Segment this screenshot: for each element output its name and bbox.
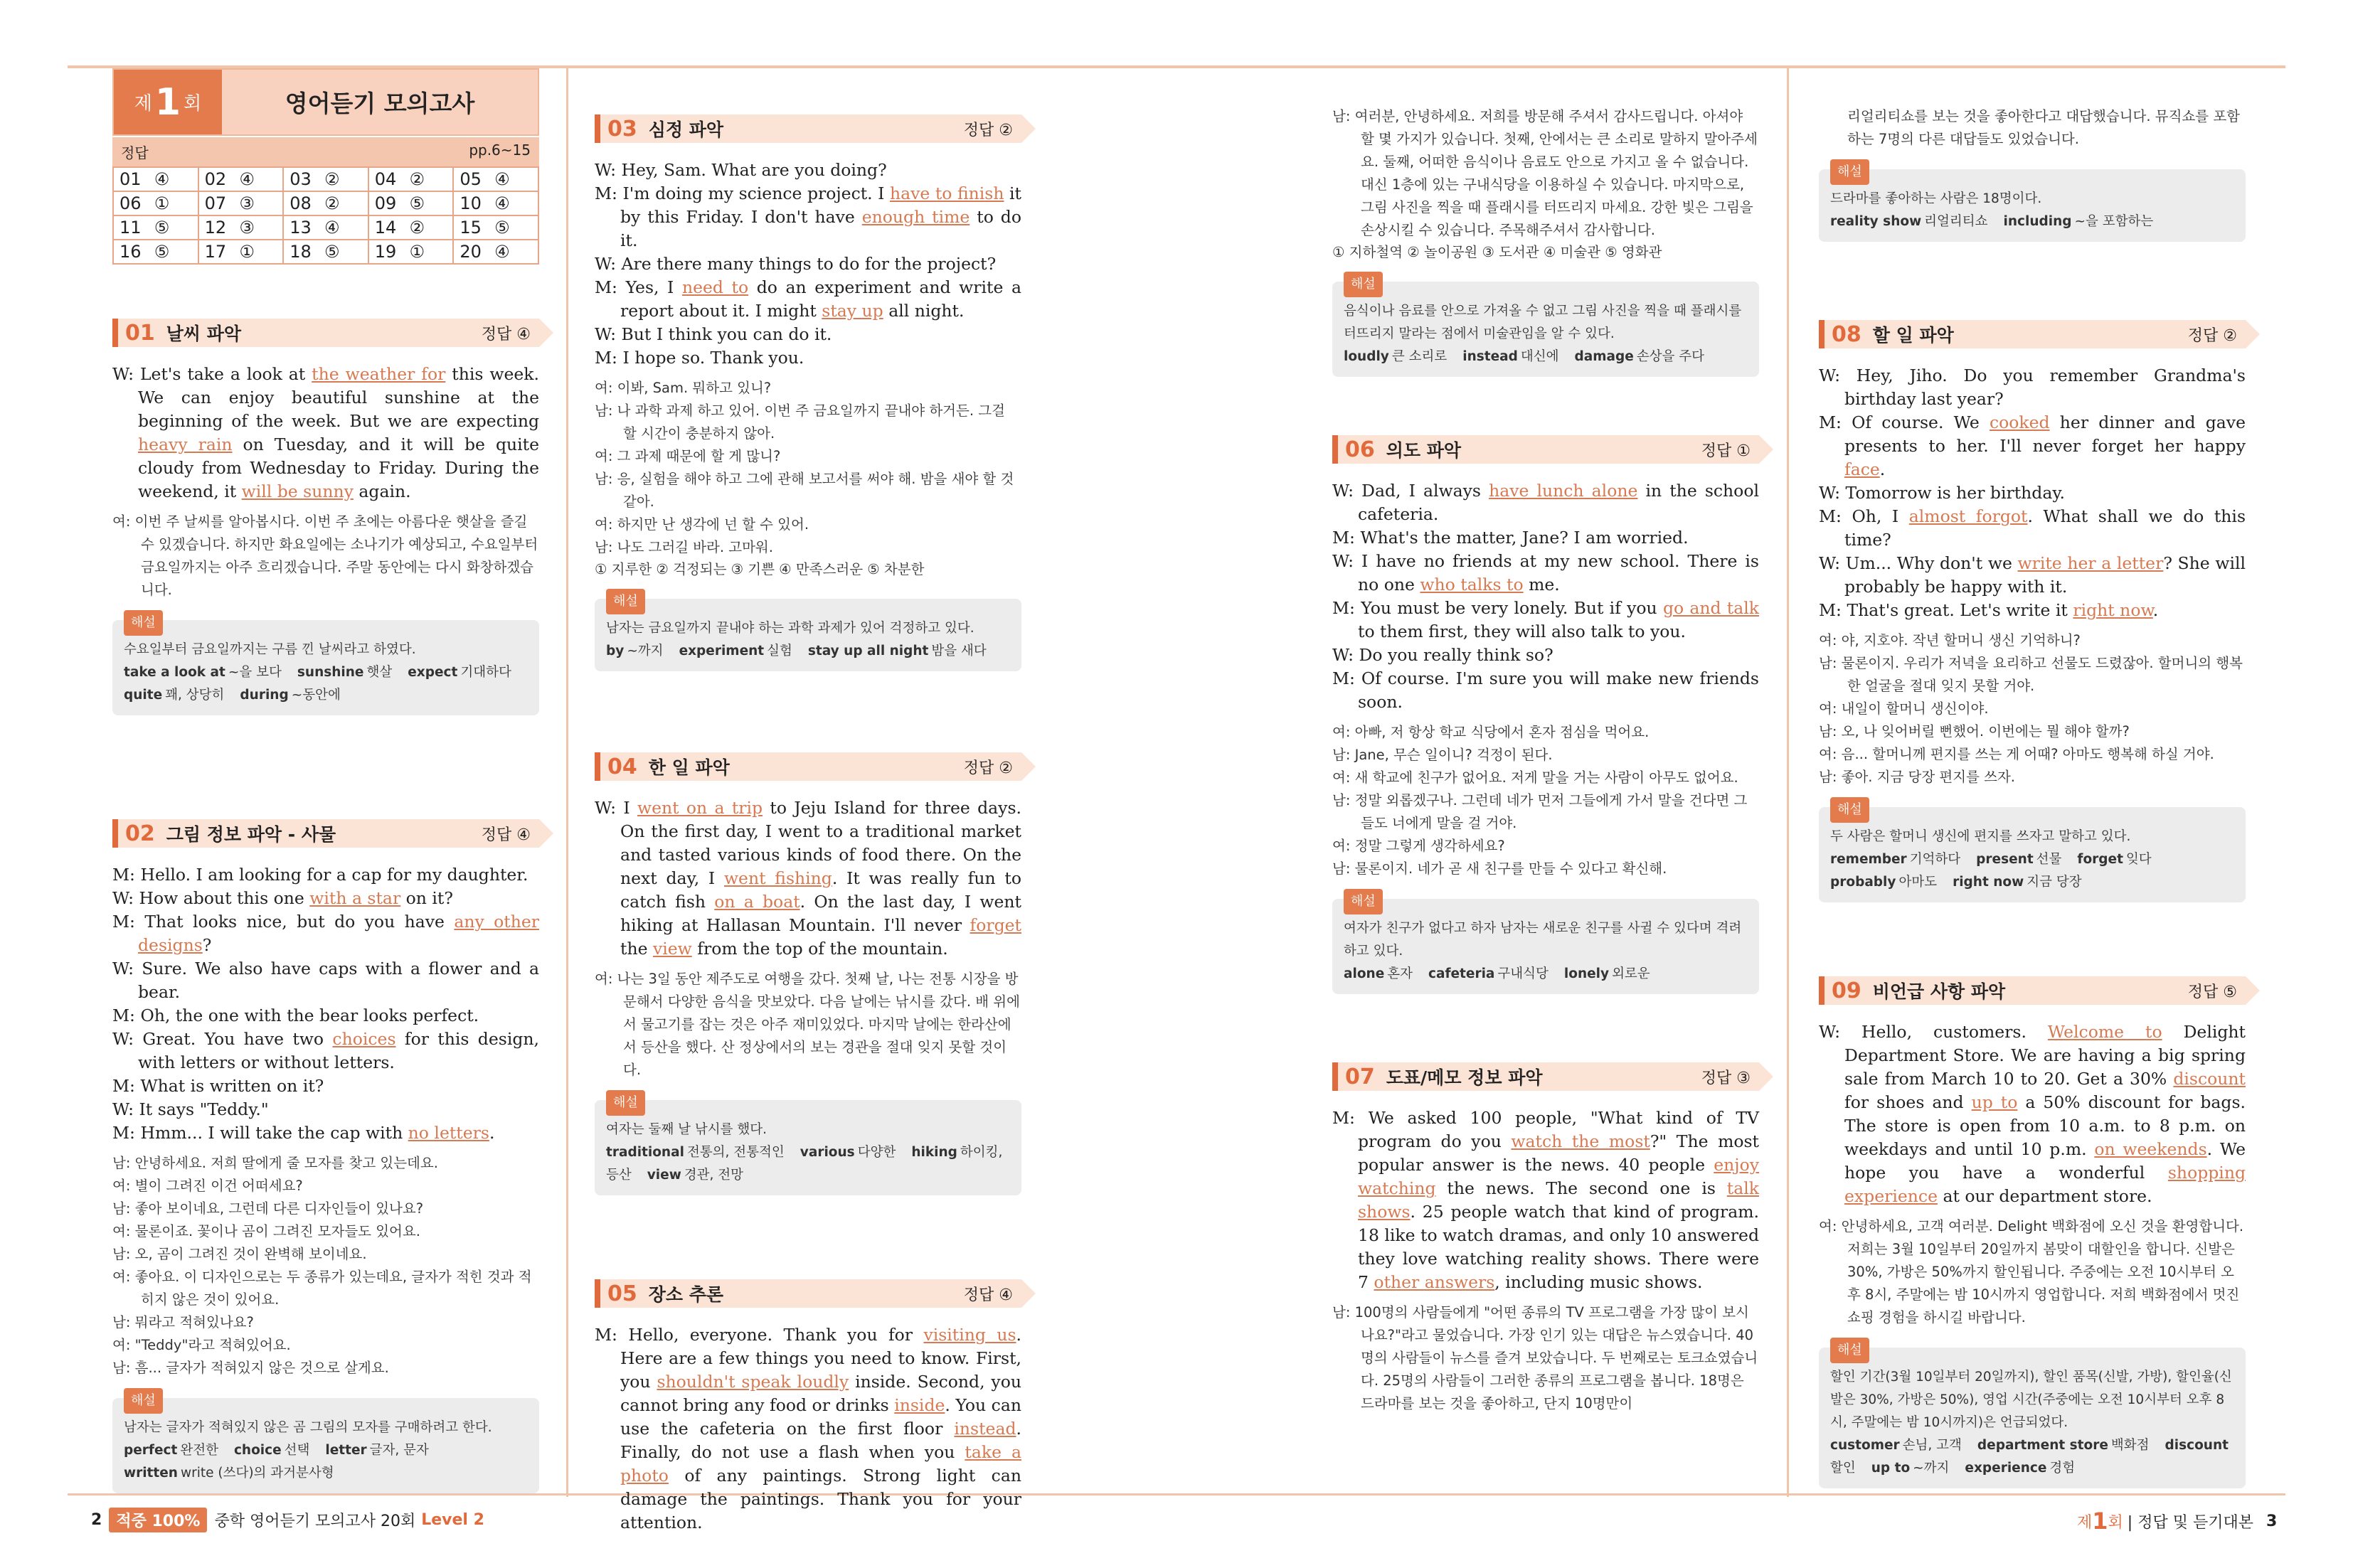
- english-script: [1332, 479, 1759, 714]
- test-number: 1: [154, 80, 181, 124]
- script-line: M: You must be very lonely. But if you go and talk to them first, they will also talk to you.: [1332, 598, 1760, 641]
- test-title-box: [112, 68, 539, 136]
- answer-cell: 18 ⑤: [283, 240, 368, 264]
- section-title: 심정 파악: [648, 119, 724, 140]
- explanation-box: [1819, 1343, 2246, 1488]
- answer-cell: 15 ⑤: [453, 215, 538, 240]
- korean-translation: [1819, 1215, 2246, 1329]
- vocab-list: [1830, 1434, 2234, 1480]
- script-line: W: How about this one with a star on it?: [112, 888, 453, 908]
- section-number: 08: [1832, 321, 1861, 347]
- translation-line: 여: 물론이죠. 꽃이나 곰이 그려진 모자들도 있어요.: [112, 1223, 420, 1239]
- vocab-item: view 경관, 전망: [647, 1168, 744, 1183]
- column-1: [112, 68, 539, 1493]
- explanation-tag: 해설: [1344, 889, 1383, 914]
- answer-cell: 19 ①: [368, 240, 454, 264]
- translation-line: 남: 뭐라고 적혀있나요?: [112, 1314, 254, 1330]
- script-line: W: Great. You have two choices for this design, with letters or without letters.: [112, 1029, 539, 1072]
- korean-translation: [112, 1152, 539, 1380]
- section-title: 할 일 파악: [1872, 325, 1954, 346]
- section-number: 09: [1832, 978, 1861, 1003]
- answer-cell: 20 ④: [453, 240, 538, 264]
- korean-translation: [1332, 105, 1759, 242]
- explanation-text: 남자는 금요일까지 끝내야 하는 과학 과제가 있어 걱정하고 있다.: [606, 621, 974, 636]
- vocab-item: probably 아마도: [1830, 875, 1938, 890]
- explanation-box: [595, 1095, 1021, 1195]
- vocab-item: up to ~까지: [1871, 1461, 1950, 1476]
- section-header: [112, 819, 539, 848]
- explanation-text: 여자가 친구가 없다고 하자 남자는 새로운 친구를 사귈 수 있다며 격려하고 있다.: [1344, 921, 1742, 959]
- explanation-tag: 해설: [1344, 272, 1383, 297]
- translation-line: 남: 좋아. 지금 당장 편지를 쓰자.: [1819, 769, 2016, 785]
- section-number: 04: [607, 754, 637, 779]
- section-number: 03: [607, 116, 637, 142]
- script-line: M: That's great. Let's write it right now.: [1819, 600, 2159, 620]
- translation-line: 여: 이봐, Sam. 뭐하고 있니?: [595, 380, 772, 396]
- script-line: M: That looks nice, but do you have any other designs?: [112, 912, 539, 955]
- explanation-text: 음식이나 음료를 안으로 가져올 수 없고 그림 사진을 찍을 때 플래시를 터뜨리지 말라는 점에서 미술관임을 알 수 있다.: [1344, 304, 1742, 341]
- section-header: [595, 114, 1021, 143]
- section-title: 장소 추론: [648, 1284, 724, 1305]
- script-line: W: I have no friends at my new school. There is no one who talks to me.: [1332, 551, 1759, 594]
- translation-line: 여: 내일이 할머니 생신이야.: [1819, 700, 1989, 717]
- explanation-box: [112, 1393, 539, 1493]
- explanation-tag: 해설: [606, 589, 645, 614]
- section-answer: 정답 ①: [1701, 442, 1751, 460]
- vocab-item: alone 혼자: [1344, 966, 1413, 981]
- section-answer: 정답 ⑤: [2187, 983, 2237, 1001]
- section-header: [595, 752, 1021, 781]
- section-header: [1332, 435, 1759, 464]
- answer-cell: 02 ④: [198, 167, 284, 191]
- script-line: M: What's the matter, Jane? I am worried.: [1332, 528, 1689, 548]
- explanation-text: 두 사람은 할머니 생신에 편지를 쓰자고 말하고 있다.: [1830, 829, 2131, 844]
- vocab-item: discount할인: [1830, 1438, 2229, 1476]
- page-number-right: 3: [2266, 1512, 2278, 1530]
- section-08: [1819, 320, 2246, 902]
- korean-translation: [595, 968, 1021, 1082]
- english-script: [595, 159, 1021, 370]
- answer-cell: 01 ④: [113, 167, 198, 191]
- answer-table: [112, 166, 539, 265]
- english-script: [1819, 364, 2246, 622]
- answer-cell: 14 ②: [368, 215, 454, 240]
- script-line: W: Let's take a look at the weather for this week. We can enjoy beautiful sunshine at the beginning of the week. But we are expecting heavy rain on Tuesday, and it will be quite cloudy from Wednesday to Friday. During the weekend, it will be sunny again.: [112, 364, 539, 501]
- column-2: [595, 114, 1021, 1535]
- explanation-box: [1332, 894, 1759, 994]
- script-line: W: Dad, I always have lunch alone in the school cafeteria.: [1332, 481, 1759, 524]
- section-title: 비언급 사항 파악: [1872, 981, 2006, 1002]
- section-05: [595, 1279, 1021, 1535]
- explanation-text: 남자는 글자가 적혀있지 않은 곰 그림의 모자를 구매하려고 한다.: [124, 1420, 492, 1435]
- vocab-item: stay up all night 밤을 새다: [807, 644, 987, 658]
- vocab-list: [606, 1141, 1010, 1187]
- answer-cell: 05 ④: [453, 167, 538, 191]
- section-04: [595, 752, 1021, 1195]
- translation-line: 남: 안녕하세요. 저희 딸에게 줄 모자를 찾고 있는데요.: [112, 1155, 438, 1171]
- test-title: 영어듣기 모의고사: [222, 70, 538, 134]
- script-line: M: Hello. I am looking for a cap for my daughter.: [112, 865, 529, 885]
- column-4: [1819, 105, 2246, 1488]
- section-number: 02: [125, 821, 155, 846]
- section-title: 한 일 파악: [648, 757, 730, 778]
- explanation-box: [595, 594, 1021, 671]
- column-3: [1332, 105, 1759, 1415]
- script-line: M: Oh, I almost forgot. What shall we do this time?: [1819, 506, 2246, 550]
- section-answer: 정답 ④: [481, 826, 531, 844]
- vocab-item: hiking 하이킹, 등산: [606, 1145, 1003, 1183]
- script-line: W: Do you really think so?: [1332, 645, 1553, 665]
- vocab-item: present 선물: [1976, 852, 2062, 867]
- column-divider: [1787, 68, 1789, 1497]
- section-number: 07: [1345, 1064, 1375, 1089]
- answer-cell: 06 ①: [113, 191, 198, 215]
- page-number-left: 2: [91, 1511, 102, 1529]
- section-answer: 정답 ③: [1701, 1069, 1751, 1087]
- script-line: M: Of course. We cooked her dinner and gave presents to her. I'll never forget her happy face.: [1819, 412, 2246, 479]
- translation-line: 남: 물론이지. 네가 곧 새 친구를 만들 수 있다고 확신해.: [1332, 860, 1667, 877]
- section-07-korean-cont: [1819, 105, 2246, 151]
- vocab-item: take a look at ~을 보다: [124, 665, 282, 680]
- explanation-text: 여자는 둘째 날 낚시를 했다.: [606, 1122, 767, 1137]
- explanation-box: [112, 615, 539, 715]
- explanation-box: [1819, 802, 2246, 902]
- script-line: W: It says "Teddy.": [112, 1099, 269, 1119]
- section-03: [595, 114, 1021, 671]
- translation-line: 여: 좋아요. 이 디자인으로는 두 종류가 있는데요, 글자가 적힌 것과 적히지 않은 것이 있어요.: [112, 1269, 532, 1308]
- translation-line: 남: 응, 실험을 해야 하고 그에 관해 보고서를 써야 해. 밤을 새야 할 것 같아.: [595, 471, 1014, 510]
- translation-line: 여: 이번 주 날씨를 알아봅시다. 이번 주 초에는 아름다운 햇살을 즐길 수 있겠습니다. 하지만 화요일에는 소나기가 예상되고, 수요일부터 금요일까지는 아주 흐리겠습니다. 주말 동안에는 다시 화창하겠습니다.: [112, 513, 538, 598]
- explanation-text: 할인 기간(3월 10일부터 20일까지), 할인 품목(신발, 가방), 할인율(신발은 30%, 가방은 50%), 영업 시간(주중에는 오전 10시부터 오후 8시, 주말에는 밤 10시까지)은 언급되었다.: [1830, 1370, 2232, 1430]
- section-number: 05: [607, 1281, 637, 1306]
- script-line: W: Hey, Sam. What are you doing?: [595, 160, 887, 180]
- translation-line: 여: 안녕하세요, 고객 여러분. Delight 백화점에 오신 것을 환영합니다. 저희는 3월 10일부터 20일까지 봄맞이 대할인을 합니다. 신발은 30%, 가방은 50%까지 할인됩니다. 주중에는 오전 10시부터 오후 8시, 주말에는 밤 10시까지 영업합니다. 저희 백화점에서 멋진 쇼핑 경험을 하시길 바랍니다.: [1819, 1218, 2244, 1326]
- section-title: 날씨 파악: [166, 324, 242, 344]
- script-line: M: Hello, everyone. Thank you for visiting us. Here are a few things you need to know. First, you shouldn't speak loudly inside. Second, you cannot bring any food or drinks inside. You can use the cafeteria on the first floor instead. Finally, do not use a flash when you take a photo of any paintings. Strong light can damage the paintings. Thank you for your attention.: [595, 1325, 1022, 1532]
- explanation-tag: 해설: [1830, 159, 1869, 185]
- vocab-item: forget 잊다: [2077, 852, 2152, 867]
- script-line: W: Sure. We also have caps with a flower and a bear.: [112, 959, 539, 1002]
- vocab-item: by ~까지: [606, 644, 664, 658]
- vocab-list: [124, 1439, 528, 1485]
- column-divider: [566, 68, 568, 1497]
- section-09: [1819, 976, 2246, 1488]
- script-line: M: I hope so. Thank you.: [595, 348, 804, 368]
- vocab-item: cafeteria 구내식당: [1428, 966, 1549, 981]
- answer-cell: 10 ④: [453, 191, 538, 215]
- section-header: [1819, 320, 2246, 348]
- explanation-tag: 해설: [1830, 1338, 1869, 1363]
- vocab-item: experiment 실험: [679, 644, 792, 658]
- translation-line: 여: "Teddy"라고 적혀있어요.: [112, 1337, 291, 1353]
- vocab-item: choice 선택: [233, 1443, 310, 1458]
- footer-test-number: 1: [2092, 1508, 2108, 1535]
- section-number: 01: [125, 320, 155, 346]
- vocab-list: [1830, 210, 2234, 233]
- section-header: [1819, 976, 2246, 1005]
- section-06: [1332, 435, 1759, 994]
- answer-cell: 09 ⑤: [368, 191, 454, 215]
- explanation-box: [1332, 277, 1759, 377]
- vocab-item: perfect 완전한: [124, 1443, 218, 1458]
- translation-line: 여: 음... 할머니께 편지를 쓰는 게 어때? 아마도 행복해 하실 거야.: [1819, 746, 2214, 762]
- vocab-list: [1344, 346, 1748, 368]
- brand-badge: 적중 100%: [109, 1508, 207, 1532]
- script-line: W: Hey, Jiho. Do you remember Grandma's birthday last year?: [1819, 366, 2246, 409]
- vocab-item: customer 손님, 고객: [1830, 1438, 1962, 1453]
- section-title: 그림 정보 파악 - 사물: [166, 824, 336, 845]
- answer-cell: 12 ③: [198, 215, 284, 240]
- script-line: M: Of course. I'm sure you will make new friends soon.: [1332, 668, 1759, 712]
- answer-cell: 03 ②: [283, 167, 368, 191]
- korean-translation: [1332, 721, 1759, 880]
- translation-line: 남: 좋아 보이네요, 그런데 다른 디자인들이 있나요?: [112, 1200, 424, 1217]
- vocab-item: experience 경험: [1965, 1461, 2076, 1476]
- vocab-item: loudly 큰 소리로: [1344, 349, 1448, 364]
- vocab-list: [606, 640, 1010, 663]
- section-header: [595, 1279, 1021, 1308]
- translation-line: 남: 여러분, 안녕하세요. 저희를 방문해 주셔서 감사드립니다. 아셔야 할 몇 가지가 있습니다. 첫째, 안에서는 큰 소리로 말하지 말아주세요. 둘째, 어떠한 음식이나 음료도 안으로 가지고 올 수 없습니다. 대신 1층에 있는 구내식당을 이용하실 수 있습니다. 마지막으로, 그림 사진을 찍을 때 플래시를 터뜨리지 마세요. 강한 빛은 그림을 손상시킬 수 있습니다. 주목해주셔서 감사합니다.: [1332, 108, 1758, 238]
- english-script: [112, 363, 539, 503]
- script-line: M: I'm doing my science project. I have to finish it by this Friday. I don't have enough time to do it.: [595, 183, 1021, 250]
- vocab-list: [124, 661, 528, 707]
- script-line: W: Hello, customers. Welcome to Delight Department Store. We are having a big spring sale from March 10 to 20. Get a 30% discount for shoes and up to a 50% discount for bags. The store is open from 10 a.m. to 8 p.m. on weekdays and until 10 p.m. on weekends. We hope you have a wonderful shopping experience at our department store.: [1819, 1022, 2246, 1206]
- translation-line: 여: 그 과제 때문에 할 게 많니?: [595, 448, 781, 464]
- script-line: W: Are there many things to do for the project?: [595, 254, 997, 274]
- script-line: M: Oh, the one with the bear looks perfect.: [112, 1006, 479, 1025]
- vocab-item: lonely 외로운: [1563, 966, 1650, 981]
- level-label: Level 2: [421, 1511, 484, 1529]
- translation-line: 여: 별이 그려진 이건 어떠세요?: [112, 1178, 303, 1194]
- section-answer: 정답 ④: [481, 325, 531, 343]
- explanation-tag: 해설: [1830, 797, 1869, 823]
- english-script: [112, 863, 539, 1145]
- section-02: [112, 819, 539, 1493]
- answer-header: 정답 pp.6~15: [112, 137, 539, 166]
- explanation-tag: 해설: [124, 610, 163, 636]
- section-title: 의도 파악: [1386, 440, 1462, 461]
- vocab-item: written write (쓰다)의 과거분사형: [124, 1466, 334, 1481]
- footer-section-title: | 정답 및 듣기대본: [2127, 1513, 2253, 1532]
- section-number: 06: [1345, 437, 1375, 462]
- translation-line: 남: 물론이지. 우리가 저녁을 요리하고 선물도 드렸잖아. 할머니의 행복한 얼굴을 절대 잊지 못할 거야.: [1819, 655, 2243, 694]
- answer-cell: 13 ④: [283, 215, 368, 240]
- english-script: [1819, 1020, 2246, 1208]
- section-answer: 정답 ④: [963, 1286, 1013, 1304]
- korean-translation: [112, 511, 539, 602]
- section-05-options: ① 지하철역 ② 놀이공원 ③ 도서관 ④ 미술관 ⑤ 영화관: [1332, 244, 1662, 260]
- script-line: M: Yes, I need to do an experiment and write a report about it. I might stay up all night.: [595, 277, 1021, 321]
- footer-left: [91, 1508, 484, 1532]
- vocab-item: damage 손상을 주다: [1574, 349, 1705, 364]
- explanation-text: 수요일부터 금요일까지는 구름 낀 날씨라고 하였다.: [124, 642, 416, 657]
- script-line: W: I went on a trip to Jeju Island for three days. On the first day, I went to a traditional market and tasted various kinds of food there. On the next day, I went fishing. It was really fun to catch fish on a boat. On the last day, I went hiking at Hallasan Mountain. I'll never forget the view from the top of the mountain.: [595, 798, 1021, 959]
- script-line: M: Hmm... I will take the cap with no letters.: [112, 1123, 495, 1143]
- english-script: [1332, 1106, 1759, 1294]
- vocab-item: various 다양한: [800, 1145, 896, 1160]
- section-05-korean: [1332, 105, 1759, 242]
- translation-line: 여: 아빠, 저 항상 학교 식당에서 혼자 점심을 먹어요.: [1332, 724, 1650, 740]
- translation-line: 남: 나도 그러길 바라. 고마워.: [595, 539, 773, 555]
- section-header: [112, 319, 539, 347]
- answer-cell: 16 ⑤: [113, 240, 198, 264]
- section-01: [112, 319, 539, 715]
- translation-line: 여: 나는 3일 동안 제주도로 여행을 갔다. 첫째 날, 나는 전통 시장을 방문해서 다양한 음식을 맛보았다. 다음 날에는 낚시를 갔다. 배 위에서 물고기를 잡는 것은 아주 재미있었다. 마지막 날에는 한라산에서 등산을 했다. 산 정상에서의 보는 경관을 절대 잊지 못할 것이다.: [595, 971, 1020, 1078]
- title-prefix: 제: [134, 93, 152, 114]
- vocab-item: during ~동안에: [240, 688, 341, 703]
- vocab-item: including ~을 포함하는: [2003, 214, 2154, 229]
- script-line: W: Tomorrow is her birthday.: [1819, 483, 2065, 503]
- answer-cell: 04 ②: [368, 167, 454, 191]
- translation-line: 남: 오, 나 잊어버릴 뻔했어. 이번에는 뭘 해야 할까?: [1819, 723, 2130, 740]
- answer-cell: 17 ①: [198, 240, 284, 264]
- translation-line: 여: 하지만 난 생각에 넌 할 수 있어.: [595, 516, 809, 533]
- answer-cell: 11 ⑤: [113, 215, 198, 240]
- section-title: 도표/메모 정보 파악: [1386, 1067, 1543, 1088]
- translation-line: 남: 흠... 글자가 적혀있지 않은 것으로 살게요.: [112, 1360, 389, 1376]
- korean-translation: [1332, 1301, 1759, 1415]
- script-line: W: Um... Why don't we write her a letter? She will probably be happy with it.: [1819, 553, 2246, 597]
- bottom-rule: [68, 1493, 2285, 1495]
- explanation-tag: 해설: [124, 1388, 163, 1414]
- translation-line: 여: 야, 지호야. 작년 할머니 생신 기억하니?: [1819, 632, 2081, 649]
- explanation-text: 드라마를 좋아하는 사람은 18명이다.: [1830, 191, 2042, 206]
- answer-cell: 07 ③: [198, 191, 284, 215]
- vocab-item: sunshine 햇살: [297, 665, 393, 680]
- vocab-item: reality show 리얼리티쇼: [1830, 214, 1988, 229]
- translation-line: 남: 오, 곰이 그려진 것이 완벽해 보이네요.: [112, 1246, 367, 1262]
- vocab-item: expect 기대하다: [408, 665, 511, 680]
- section-07: [1332, 1062, 1759, 1415]
- series-title: 중학 영어듣기 모의고사 20회: [214, 1513, 416, 1530]
- translation-line: 남: 정말 외롭겠구나. 그런데 네가 먼저 그들에게 가서 말을 건다면 그들도 너에게 말을 걸 거야.: [1332, 792, 1748, 831]
- section-answer: 정답 ②: [2187, 326, 2237, 345]
- translation-line: 여: 새 학교에 친구가 없어요. 저게 말을 거는 사람이 아무도 없어요.: [1332, 769, 1738, 786]
- vocab-item: traditional 전통의, 전통적인: [606, 1145, 785, 1160]
- korean-translation: [1819, 629, 2246, 789]
- answer-options: ① 지루한 ② 걱정되는 ③ 기쁜 ④ 만족스러운 ⑤ 차분한: [595, 561, 925, 577]
- vocab-list: [1830, 848, 2234, 894]
- vocab-list: [1344, 963, 1748, 986]
- translation-line: 남: 100명의 사람들에게 "어떤 종류의 TV 프로그램을 가장 많이 보시나요?"라고 물었습니다. 가장 인기 있는 대답은 뉴스였습니다. 40명의 사람들이 뉴스를 즐겨 보았습니다. 두 번째로는 토크쇼였습니다. 25명의 사람들이 그러한 종류의 프로그램을 봅니다. 18명은 드라마를 보는 것을 좋아하고, 단지 10명만이: [1332, 1304, 1758, 1412]
- vocab-item: instead 대신에: [1462, 349, 1559, 364]
- explanation-box: [1819, 164, 2246, 242]
- section-answer: 정답 ②: [963, 121, 1013, 139]
- vocab-item: right now 지금 당장: [1953, 875, 2082, 890]
- title-round: 회: [184, 93, 202, 114]
- english-script: [595, 796, 1021, 961]
- section-answer: 정답 ②: [963, 759, 1013, 777]
- vocab-item: quite 꽤, 상당히: [124, 688, 225, 703]
- script-line: M: What is written on it?: [112, 1076, 324, 1096]
- translation-line: 남: 나 과학 과제 하고 있어. 이번 주 금요일까지 끝내야 하거든. 그걸 할 시간이 충분하지 않아.: [595, 402, 1005, 442]
- script-line: M: We asked 100 people, "What kind of TV program do you watch the most?" The most popular answer is the news. 40 people enjoy watching the news. The second one is talk shows. 25 people watch that kind of program. 18 like to watch dramas, and only 10 answered they love watching reality shows. There were 7 other answers, including music shows.: [1332, 1108, 1759, 1292]
- translation-line: 남: Jane, 무슨 일이니? 걱정이 된다.: [1332, 747, 1553, 763]
- section-header: [1332, 1062, 1759, 1091]
- korean-translation: [595, 377, 1021, 559]
- translation-line: 여: 정말 그렇게 생각하세요?: [1332, 838, 1505, 854]
- vocab-item: remember 기억하다: [1830, 852, 1961, 867]
- english-script: [595, 1323, 1021, 1535]
- section-07-korean-continued: 리얼리티쇼를 보는 것을 좋아한다고 대답했습니다. 뮤직쇼를 포함하는 7명의 다른 대답들도 있었습니다.: [1847, 108, 2240, 147]
- vocab-item: department store 백화점: [1977, 1438, 2150, 1453]
- answer-cell: 08 ②: [283, 191, 368, 215]
- footer-right: 제 1 회 | 정답 및 듣기대본 3: [2077, 1508, 2278, 1535]
- explanation-tag: 해설: [606, 1090, 645, 1116]
- vocab-item: letter 글자, 문자: [325, 1443, 429, 1458]
- script-line: W: But I think you can do it.: [595, 324, 832, 344]
